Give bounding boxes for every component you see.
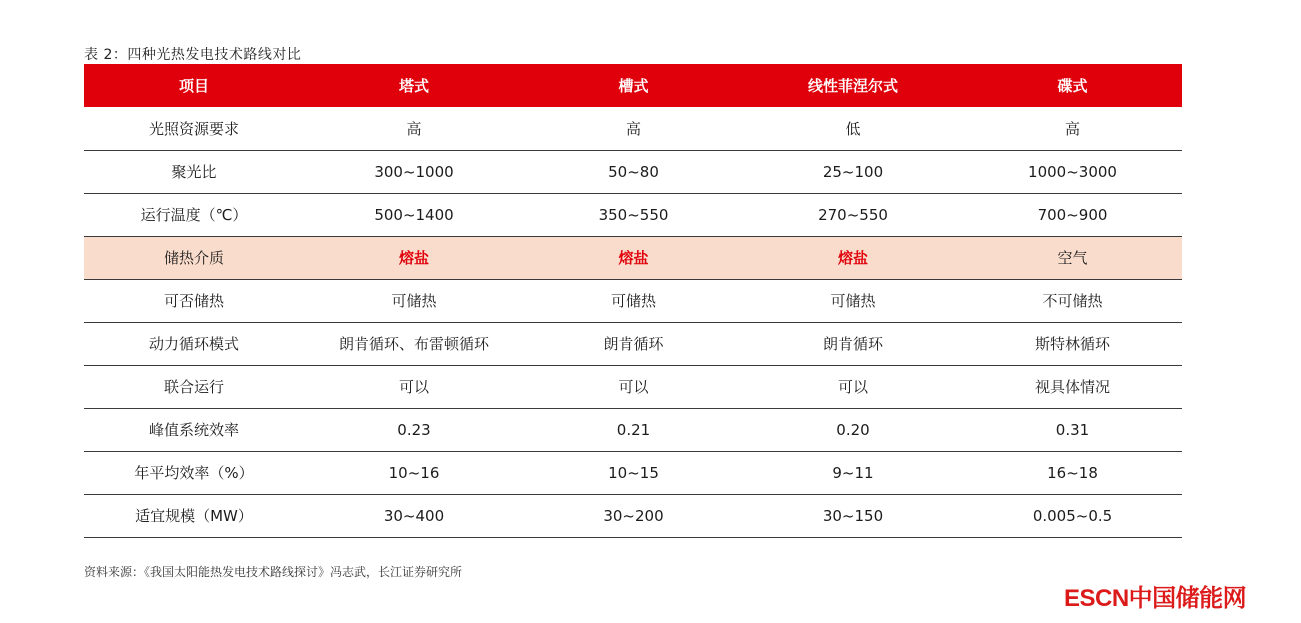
table-cell: 270~550	[743, 193, 963, 236]
table-cell: 可以	[304, 365, 524, 408]
table-row	[84, 150, 1182, 193]
header-cell-dish: 碟式	[1057, 77, 1088, 95]
table-cell: 低	[743, 107, 963, 150]
table-cell: 不可储热	[963, 279, 1182, 322]
table-caption: 表 2：四种光热发电技术路线对比	[84, 47, 302, 63]
comparison-table	[84, 64, 1182, 538]
table-cell: 30~200	[524, 494, 743, 537]
table-row	[84, 322, 1182, 365]
table-cell: 熔盐	[304, 236, 524, 279]
table-cell: 空气	[963, 236, 1182, 279]
row-label-cell: 可否储热	[84, 279, 304, 322]
table-cell: 0.31	[963, 408, 1182, 451]
row-label-cell: 适宜规模（MW）	[84, 494, 304, 537]
table-cell: 高	[304, 107, 524, 150]
table-cell: 0.21	[524, 408, 743, 451]
table-cell: 朗肯循环、布雷顿循环	[304, 322, 524, 365]
table-cell: 高	[963, 107, 1182, 150]
table-cell: 700~900	[963, 193, 1182, 236]
table-cell: 高	[524, 107, 743, 150]
table-cell: 10~16	[304, 451, 524, 494]
table-row	[84, 365, 1182, 408]
table-cell: 朗肯循环	[524, 322, 743, 365]
table-cell: 500~1400	[304, 193, 524, 236]
table-cell: 350~550	[524, 193, 743, 236]
table-cell: 50~80	[524, 150, 743, 193]
header-cell-tower: 塔式	[398, 77, 429, 95]
table-cell: 0.005~0.5	[963, 494, 1182, 537]
table-cell: 朗肯循环	[743, 322, 963, 365]
table-cell: 熔盐	[524, 236, 743, 279]
table-row	[84, 193, 1182, 236]
header-cell-item: 项目	[178, 77, 209, 95]
table-cell: 25~100	[743, 150, 963, 193]
table-cell: 9~11	[743, 451, 963, 494]
header-cell-fresnel: 线性菲涅尔式	[807, 77, 898, 95]
row-label-cell: 储热介质	[84, 236, 304, 279]
row-label-cell: 年平均效率（%）	[84, 451, 304, 494]
table-row	[84, 107, 1182, 150]
table-cell: 可储热	[743, 279, 963, 322]
table-row	[84, 408, 1182, 451]
table-header-row	[84, 64, 1182, 107]
row-label-cell: 动力循环模式	[84, 322, 304, 365]
source-note: 资料来源：《我国太阳能热发电技术路线探讨》冯志武，长江证券研究所	[84, 565, 463, 579]
table-row	[84, 451, 1182, 494]
row-label-cell: 光照资源要求	[84, 107, 304, 150]
table-cell: 可储热	[304, 279, 524, 322]
table-cell: 10~15	[524, 451, 743, 494]
escn-logo-watermark: ESCN中国储能网	[1064, 585, 1247, 612]
table-cell: 可以	[524, 365, 743, 408]
table-row	[84, 279, 1182, 322]
table-body	[84, 107, 1182, 537]
table-cell: 0.20	[743, 408, 963, 451]
table-cell: 30~400	[304, 494, 524, 537]
table-cell: 300~1000	[304, 150, 524, 193]
table-cell: 0.23	[304, 408, 524, 451]
row-label-cell: 聚光比	[84, 150, 304, 193]
table-cell: 视具体情况	[963, 365, 1182, 408]
table-cell: 16~18	[963, 451, 1182, 494]
table-cell: 可储热	[524, 279, 743, 322]
header-cell-trough: 槽式	[618, 77, 649, 95]
row-label-cell: 峰值系统效率	[84, 408, 304, 451]
row-label-cell: 运行温度（℃）	[84, 193, 304, 236]
table-cell: 1000~3000	[963, 150, 1182, 193]
table-row	[84, 494, 1182, 537]
table-cell: 30~150	[743, 494, 963, 537]
table-cell: 斯特林循环	[963, 322, 1182, 365]
table-cell: 可以	[743, 365, 963, 408]
table-cell: 熔盐	[743, 236, 963, 279]
row-label-cell: 联合运行	[84, 365, 304, 408]
table-row	[84, 236, 1182, 279]
